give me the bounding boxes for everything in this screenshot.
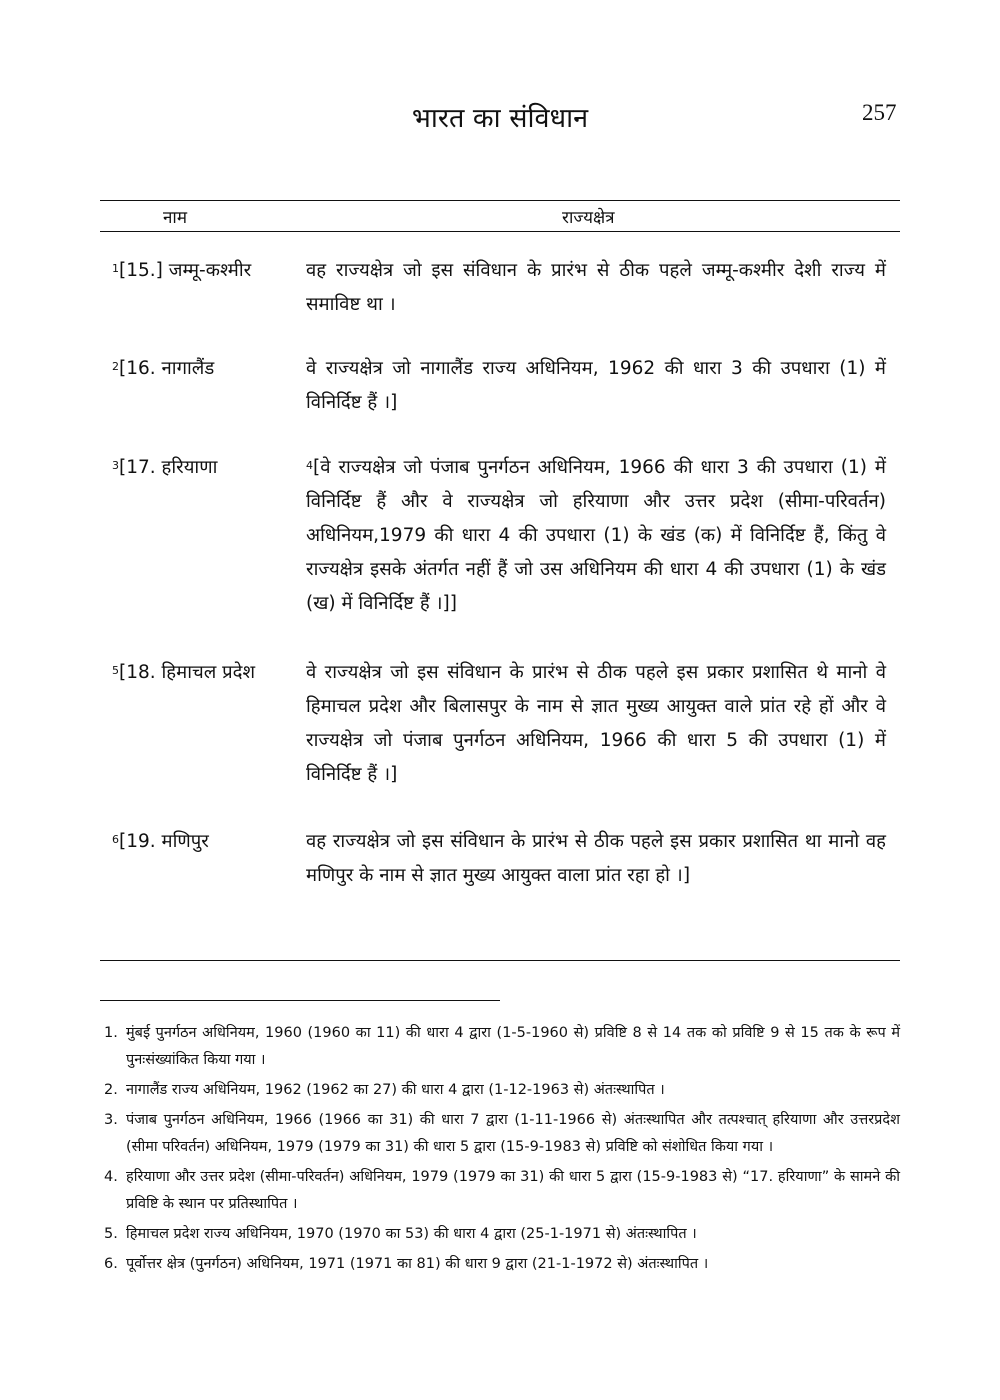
entry-name-text: [15.] जम्मू-कश्मीर [119,260,252,281]
footnote [104,1164,900,1218]
page-number: 257 [862,100,897,125]
entry-name-text: [16. नागालैंड [119,358,215,379]
footnote [104,1107,900,1161]
footnote [104,1251,900,1278]
table-header-rule [100,231,900,232]
footnote-number: 1. [104,1025,118,1041]
entry-name-text: [18. हिमाचल प्रदेश [119,662,256,683]
footnote-marker: 4 [306,459,313,472]
footnote-text: नागालैंड राज्य अधिनियम, 1962 (1962 का 27) की धारा 4 द्वारा (1-12-1963 से) अंतःस्थापित । [126,1082,665,1098]
entry-name [112,451,217,485]
footnote-number: 6. [104,1256,118,1272]
entry-description-text: वे राज्यक्षेत्र जो नागालैंड राज्य अधिनियम, 1962 की धारा 3 की उपधारा (1) में विनिर्दिष्ट हैं ।] [306,358,886,413]
entry-description-text: वह राज्यक्षेत्र जो इस संविधान के प्रारंभ से ठीक पहले इस प्रकार प्रशासित था मानो वह मणिपुर के नाम से ज्ञात मुख्य आयुक्त वाला प्रांत रहा हो ।] [306,831,886,886]
footnote-separator [100,1000,500,1001]
footnote-text: हिमाचल प्रदेश राज्य अधिनियम, 1970 (1970 का 53) की धारा 4 द्वारा (25-1-1971 से) अंतःस्थापित । [126,1226,697,1242]
entry-description [306,352,886,420]
footnote-text: हरियाणा और उत्तर प्रदेश (सीमा-परिवर्तन) अधिनियम, 1979 (1979 का 31) की धारा 5 द्वारा (15-9-1983 से) “17. हरियाणा” के सामने की प्रविष्टि के स्थान पर प्रतिस्थापित । [126,1169,900,1212]
page-title: भारत का संविधान [411,103,589,134]
footnotes [104,1020,900,1281]
entry-description [306,825,886,893]
table-top-rule [100,200,900,201]
footnote-text: पंजाब पुनर्गठन अधिनियम, 1966 (1966 का 31) की धारा 7 द्वारा (1-11-1966 से) अंतःस्थापित और तत्पश्चात् हरियाणा और उत्तरप्रदेश (सीमा परिवर्तन) अधिनियम, 1979 (1979 का 31) की धारा 5 द्वारा (15-9-1983 से) प्रविष्टि को संशोधित किया गया । [126,1112,900,1155]
footnote-marker: 5 [112,664,119,677]
footnote-number: 3. [104,1112,118,1128]
entry-name [112,254,251,288]
footnote-number: 2. [104,1082,118,1098]
entry-name [112,352,214,386]
entry-description-text: वे राज्यक्षेत्र जो इस संविधान के प्रारंभ से ठीक पहले इस प्रकार प्रशासित थे मानो वे हिमाचल प्रदेश और बिलासपुर के नाम से ज्ञात मुख्य आयुक्त वाले प्रांत रहे हों और वे राज्यक्षेत्र जो पंजाब पुनर्गठन अधिनियम, 1966 की धारा 5 की उपधारा (1) में विनिर्दिष्ट हैं ।] [306,662,886,785]
footnote-text: पूर्वोत्तर क्षेत्र (पुनर्गठन) अधिनियम, 1971 (1971 का 81) की धारा 9 द्वारा (21-1-1972 से) अंतःस्थापित । [126,1256,709,1272]
footnote-number: 5. [104,1226,118,1242]
footnote [104,1221,900,1248]
table-bottom-rule [100,960,900,961]
entry-description [306,656,886,792]
footnote-marker: 2 [112,360,119,373]
entry-name-text: [19. मणिपुर [119,831,209,852]
footnote-marker: 6 [112,833,119,846]
column-header-name: नाम [163,208,188,228]
entry-description-text: [वे राज्यक्षेत्र जो पंजाब पुनर्गठन अधिनियम, 1966 की धारा 3 की उपधारा (1) में विनिर्दिष्ट हैं और वे राज्यक्षेत्र जो हरियाणा और उत्तर प्रदेश (सीमा-परिवर्तन) अधिनियम,1979 की धारा 4 की उपधारा (1) के खंड (क) में विनिर्दिष्ट हैं, किंतु वे राज्यक्षेत्र इसके अंतर्गत नहीं हैं जो उस अधिनियम की धारा 4 की उपधारा (1) के खंड (ख) में विनिर्दिष्ट हैं ।]] [306,457,886,614]
footnote-number: 4. [104,1169,118,1185]
entry-description-text: वह राज्यक्षेत्र जो इस संविधान के प्रारंभ से ठीक पहले जम्मू-कश्मीर देशी राज्य में समाविष्ट था । [306,260,886,315]
entry-description [306,451,886,621]
footnote-marker: 3 [112,459,119,472]
footnote-text: मुंबई पुनर्गठन अधिनियम, 1960 (1960 का 11) की धारा 4 द्वारा (1-5-1960 से) प्रविष्टि 8 से 14 तक को प्रविष्टि 9 से 15 तक के रूप में पुनःसंख्यांकित किया गया । [126,1025,900,1068]
entry-name [112,656,255,690]
entry-name-text: [17. हरियाणा [119,457,218,478]
footnote-marker: 1 [112,262,119,275]
entry-name [112,825,209,859]
footnote [104,1077,900,1104]
column-header-territory: राज्यक्षेत्र [562,208,615,228]
footnote [104,1020,900,1074]
entry-description [306,254,886,322]
